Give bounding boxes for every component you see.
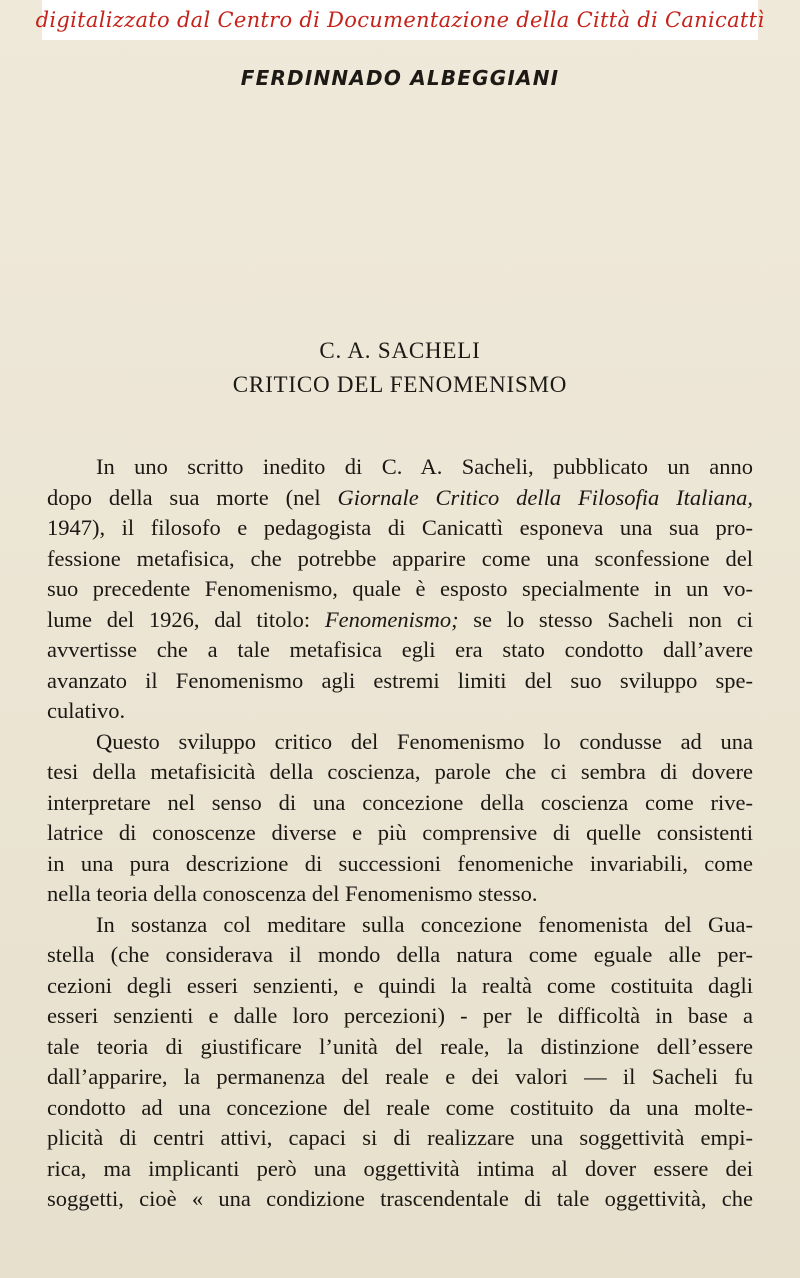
watermark-banner: [35, 0, 765, 40]
text-line: nella teoria della conoscenza del Fenomenismo stesso.: [47, 881, 538, 906]
text-line: In sostanza col meditare sulla concezione fenomenista del Gua-: [96, 911, 753, 937]
text-line: fessione metafisica, che potrebbe apparire come una sconfessione del: [47, 545, 753, 571]
text-line: suo precedente Fenomenismo, quale è esposto specialmente in un vo-: [47, 576, 753, 601]
text-line: In uno scritto inedito di C. A. Sacheli, pubblicato un anno: [96, 454, 753, 479]
text-line: stella (che considerava il mondo della natura come eguale alle per-: [47, 942, 753, 967]
text-line: plicità di centri attivi, capaci si di realizzare una soggettività empi-: [47, 1125, 753, 1150]
watermark-text: digitalizzato dal Centro di Documentazione della Città di Canicattì: [35, 8, 765, 32]
text-line: tale teoria di giustificare l’unità del reale, la distinzione dell’essere: [47, 1033, 753, 1059]
paragraph-2: [47, 727, 753, 910]
text-line: latrice di conoscenze diverse e più comprensive di quelle consistenti: [47, 820, 753, 845]
text-span: lume del 1926, dal titolo:: [47, 606, 325, 632]
text-line: condotto ad una concezione del reale come costituito da una molte-: [47, 1094, 753, 1120]
text-line: 1947), il filosofo e pedagogista di Canicattì esponeva una sua pro-: [47, 515, 753, 540]
paragraph-3: [47, 910, 753, 1215]
body-text: [47, 452, 753, 1215]
text-line: avanzato il Fenomenismo agli estremi limiti del suo sviluppo spe-: [47, 667, 753, 693]
text-line: esseri senzienti e dalle loro percezioni) - per le difficoltà in base a: [47, 1003, 753, 1028]
author-name: FERDINNADO ALBEGGIANI: [240, 66, 560, 90]
text-span: dopo della sua morte (nel: [47, 484, 338, 510]
text-line: dall’apparire, la permanenza del reale e dei valori — il Sacheli fu: [47, 1064, 753, 1089]
text-line: in una pura descrizione di successioni fenomeniche invariabili, come: [47, 850, 753, 876]
text-line: rica, ma implicanti però una oggettività intima al dover essere dei: [47, 1155, 753, 1181]
text-line: tesi della metafisicità della coscienza, parole che ci sembra di dovere: [47, 759, 753, 784]
text-line: soggetti, cioè « una condizione trascendentale di tale oggettività, che: [47, 1186, 753, 1211]
article-title-line-1: C. A. SACHELI: [319, 338, 481, 363]
text-line: [47, 483, 753, 514]
text-line: culativo.: [47, 698, 126, 723]
text-line: avvertisse che a tale metafisica egli era stato condotto dall’avere: [47, 637, 753, 662]
paragraph-1: [47, 452, 753, 727]
text-span: se lo stesso Sacheli non ci: [458, 606, 753, 632]
text-line: Questo sviluppo critico del Fenomenismo lo condusse ad una: [96, 728, 753, 754]
journal-title: Giornale Critico della Filosofia Italiana,: [337, 484, 753, 510]
article-title-line-2: CRITICO DEL FENOMENISMO: [232, 372, 568, 397]
text-line: interpretare nel senso di una concezione della coscienza come rive-: [47, 789, 753, 815]
book-title: Fenomenismo;: [324, 606, 459, 632]
text-line: cezioni degli esseri senzienti, e quindi la realtà come costituita dagli: [47, 972, 753, 998]
text-line: [47, 605, 753, 636]
